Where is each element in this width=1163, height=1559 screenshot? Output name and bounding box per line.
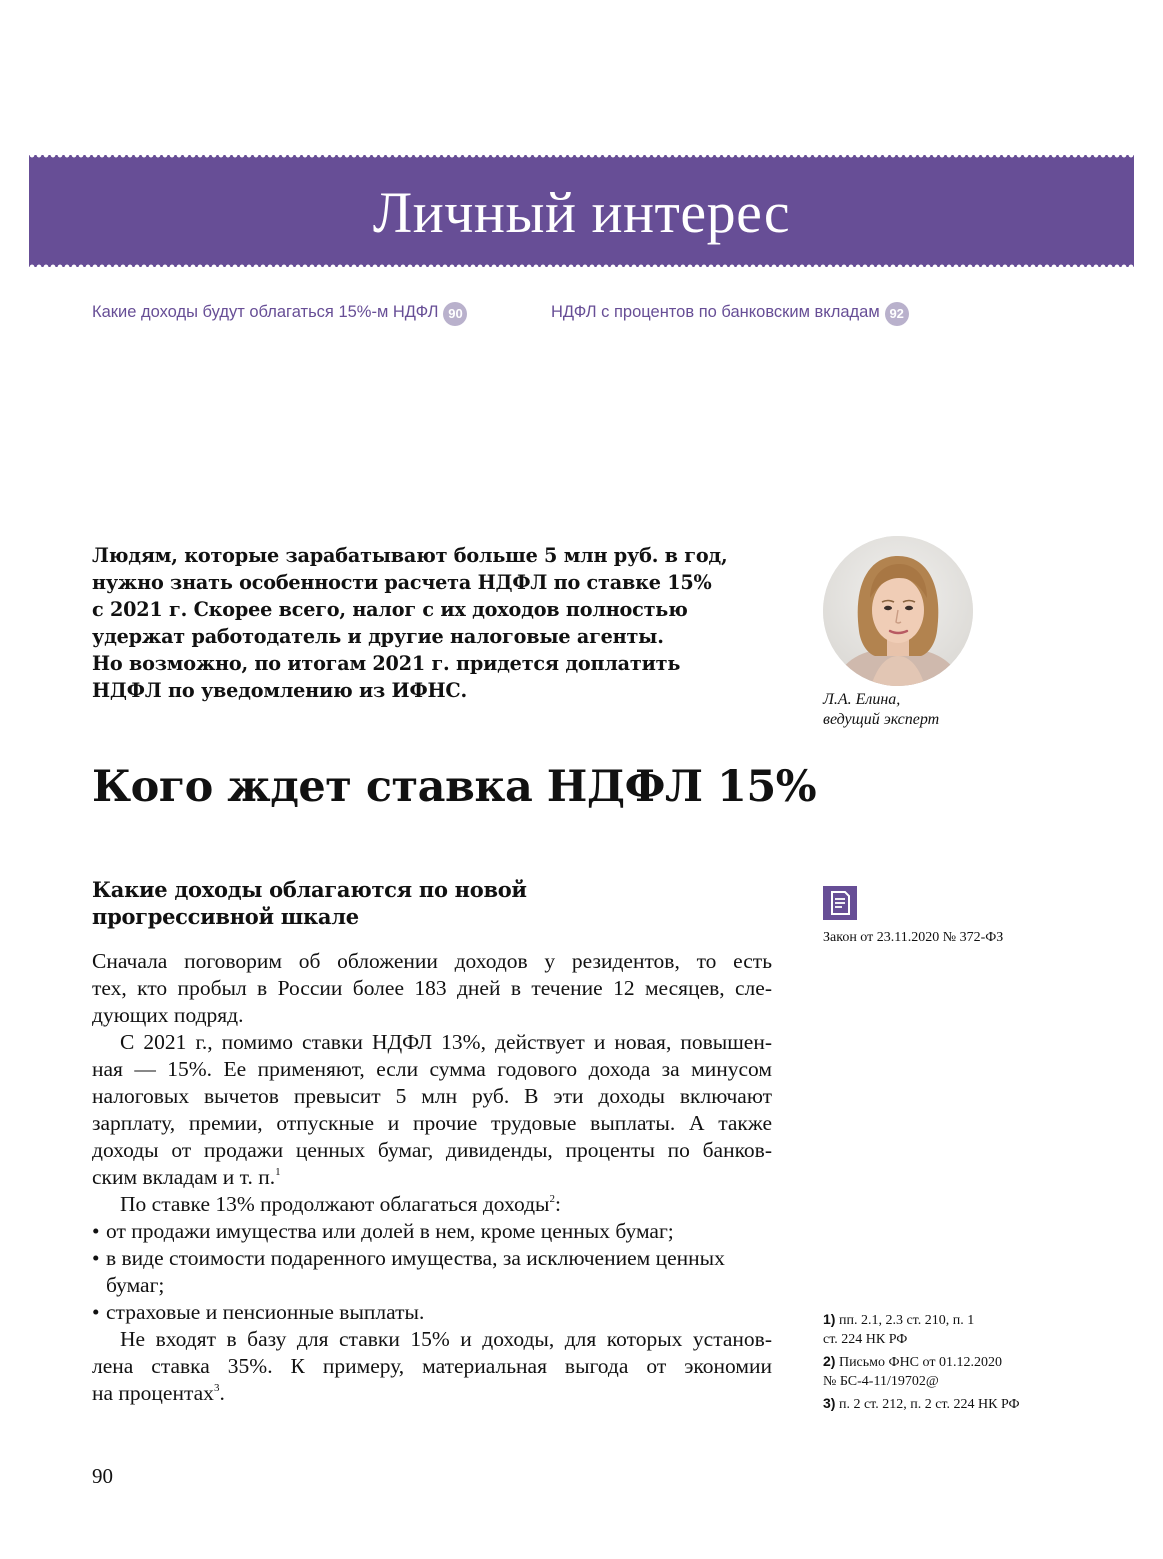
section-banner bbox=[29, 155, 1134, 267]
footnote-number: 1) bbox=[823, 1311, 836, 1327]
nav-link-bank-deposits[interactable] bbox=[551, 302, 909, 326]
footnote-ref[interactable]: 2 bbox=[549, 1193, 555, 1205]
author-name: Л.А. Елина, bbox=[823, 691, 901, 708]
article-subheading bbox=[92, 876, 527, 930]
bullet-item: • страховые и пенсионные выплаты. bbox=[92, 1299, 772, 1326]
footnote-ref[interactable]: 3 bbox=[213, 1382, 220, 1394]
intro-line: Людям, которые зарабатывают больше 5 млн руб. в год, bbox=[92, 544, 728, 567]
body-text-run: : bbox=[554, 1192, 561, 1216]
intro-line: удержат работодатель и другие налоговые агенты. bbox=[92, 625, 664, 648]
nav-link-label: Какие доходы будут облагаться 15%-м НДФЛ bbox=[92, 303, 439, 321]
author-photo bbox=[823, 536, 973, 686]
intro-line: с 2021 г. Скорее всего, налог с их доходов полностью bbox=[92, 598, 688, 621]
footnote-text: ст. 224 НК РФ bbox=[823, 1332, 908, 1347]
body-line bbox=[92, 1164, 772, 1191]
nav-link-label: НДФЛ с процентов по банковским вкладам bbox=[551, 303, 880, 321]
footnote-2 bbox=[823, 1352, 1063, 1391]
page-badge: 90 bbox=[443, 302, 467, 326]
article-body bbox=[92, 948, 772, 1407]
footnotes bbox=[823, 1310, 1063, 1417]
footnote-text: Письмо ФНС от 01.12.2020 bbox=[838, 1355, 1002, 1370]
footnote-text: пп. 2.1, 2.3 ст. 210, п. 1 bbox=[838, 1313, 975, 1328]
body-line: Не входят в базу для ставки 15% и доходы, для которых установ- bbox=[120, 1327, 772, 1351]
body-line: Сначала поговорим об обложении доходов у резидентов, то есть bbox=[92, 949, 772, 973]
footnote-3 bbox=[823, 1394, 1063, 1414]
intro-line: нужно знать особенности расчета НДФЛ по ставке 15% bbox=[92, 571, 712, 594]
law-reference: Закон от 23.11.2020 № 372-ФЗ bbox=[823, 930, 1004, 945]
banner-edge-top bbox=[29, 152, 1134, 158]
page-badge: 92 bbox=[885, 302, 909, 326]
author-caption bbox=[823, 690, 939, 730]
body-line: тех, кто пробыл в России более 183 дней в течение 12 месяцев, сле- bbox=[92, 976, 772, 1000]
intro-line: НДФЛ по уведомлению из ИФНС. bbox=[92, 679, 467, 702]
footnote-text: п. 2 ст. 212, п. 2 ст. 224 НК РФ bbox=[838, 1397, 1020, 1412]
body-line bbox=[92, 1191, 772, 1218]
bullet-item-continued: бумаг; bbox=[106, 1273, 165, 1297]
intro-lead bbox=[92, 542, 792, 704]
subheading-line: прогрессивной шкале bbox=[92, 904, 359, 929]
intro-line: Но возможно, по итогам 2021 г. придется доплатить bbox=[92, 652, 681, 675]
document-icon bbox=[823, 886, 857, 920]
body-line bbox=[92, 1380, 772, 1407]
subheading-line: Какие доходы облагаются по новой bbox=[92, 877, 527, 902]
bullet-item: • от продажи имущества или долей в нем, кроме ценных бумаг; bbox=[92, 1218, 772, 1245]
footnote-1 bbox=[823, 1310, 1063, 1349]
body-line: лена ставка 35%. К примеру, материальная выгода от экономии bbox=[92, 1354, 772, 1378]
body-line: ная — 15%. Ее применяют, если сумма годового дохода за минусом bbox=[92, 1057, 772, 1081]
nav-link-income-15[interactable] bbox=[92, 302, 467, 326]
body-text-run: По ставке 13% продолжают облагаться доходы bbox=[120, 1192, 550, 1216]
footnote-number: 3) bbox=[823, 1395, 836, 1411]
article-headline: Кого ждет ставка НДФЛ 15% bbox=[92, 762, 817, 812]
footnote-ref[interactable]: 1 bbox=[275, 1166, 281, 1178]
section-title: Личный интерес bbox=[372, 180, 791, 245]
banner-edge-bottom bbox=[29, 264, 1134, 270]
body-line: дующих подряд. bbox=[92, 1003, 244, 1027]
body-text-run: ским вкладам и т. п. bbox=[92, 1165, 276, 1189]
page-number: 90 bbox=[92, 1464, 113, 1488]
footnote-text: № БС-4-11/19702@ bbox=[823, 1374, 939, 1389]
footnote-number: 2) bbox=[823, 1353, 836, 1369]
body-text-run: на процентах bbox=[92, 1381, 214, 1405]
body-text-run: . bbox=[219, 1381, 225, 1405]
body-line: налоговых вычетов превысит 5 млн руб. В эти доходы включают bbox=[92, 1084, 772, 1108]
body-line: доходы от продажи ценных бумаг, дивиденды, проценты по банков- bbox=[92, 1138, 772, 1162]
body-line: зарплату, премии, отпускные и прочие трудовые выплаты. А также bbox=[92, 1111, 772, 1135]
bullet-item: • в виде стоимости подаренного имущества, за исключением ценных bbox=[92, 1245, 772, 1272]
author-role: ведущий эксперт bbox=[823, 711, 940, 728]
body-line: С 2021 г., помимо ставки НДФЛ 13%, действует и новая, повышен- bbox=[120, 1030, 772, 1054]
